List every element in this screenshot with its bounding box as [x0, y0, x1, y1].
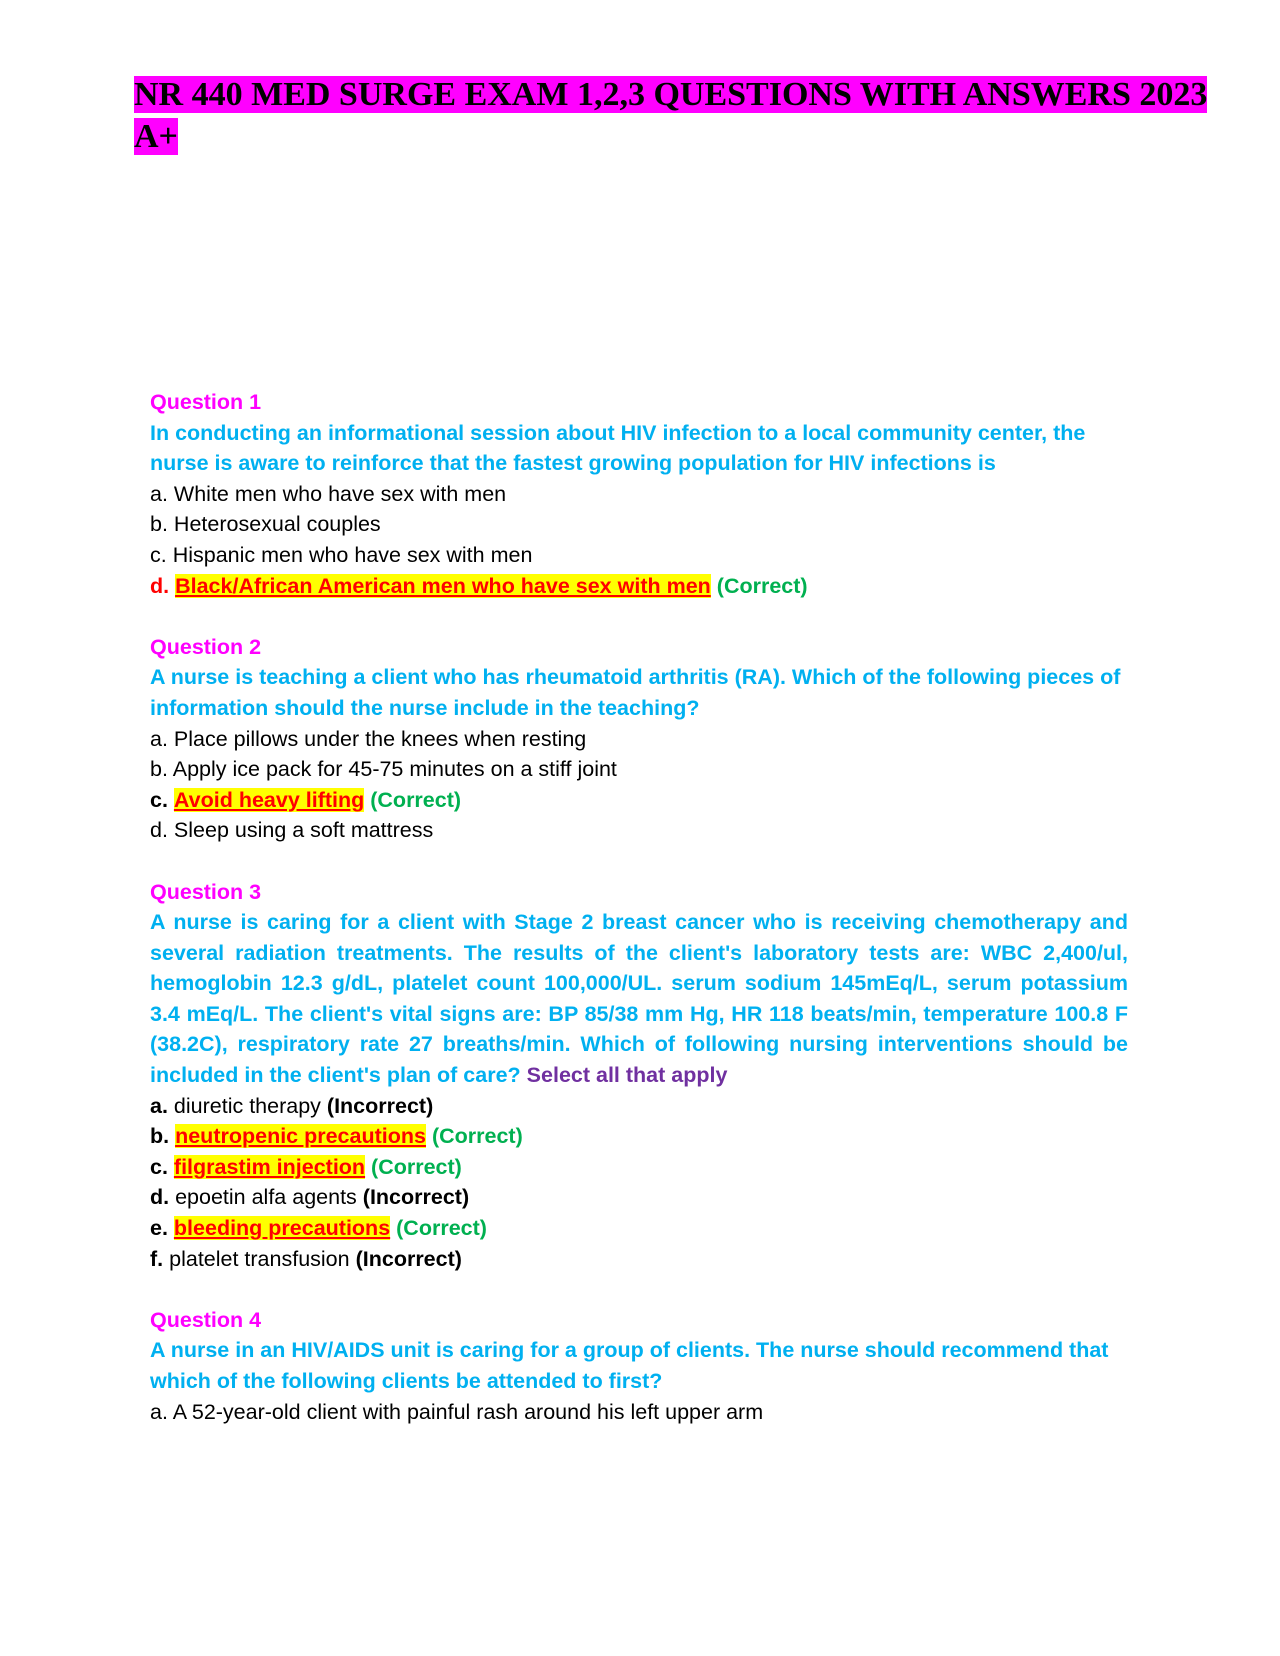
option-letter: f. — [150, 1246, 164, 1271]
answer-option-f — [150, 1244, 1128, 1275]
correct-answer-text: Avoid heavy lifting — [173, 787, 365, 812]
option-text: White men who have sex with men — [173, 481, 507, 506]
answer-option-b — [150, 754, 1128, 785]
option-letter: c. — [150, 1154, 168, 1179]
option-letter: e. — [150, 1216, 168, 1241]
question-label: Question 1 — [150, 390, 262, 414]
correct-marker: (Correct) — [371, 1154, 462, 1179]
answer-option-d — [150, 1182, 1128, 1213]
correct-answer-text: neutropenic precautions — [175, 1124, 426, 1149]
option-text: Heterosexual couples — [173, 512, 381, 537]
option-letter: a. — [150, 481, 168, 506]
option-text: Apply ice pack for 45-75 minutes on a stiff joint — [172, 757, 617, 782]
question-text: A nurse is teaching a client who has rheumatoid arthritis (RA). Which of the following pieces of information should the nurse include in the teaching? — [150, 665, 1121, 720]
option-letter: a. — [150, 726, 168, 751]
incorrect-marker: (Incorrect) — [355, 1246, 462, 1271]
option-letter: b. — [150, 1124, 170, 1149]
correct-marker: (Correct) — [370, 787, 462, 812]
question-label: Question 4 — [150, 1307, 262, 1332]
correct-marker: (Correct) — [396, 1216, 487, 1241]
document-title: NR 440 MED SURGE EXAM 1,2,3 QUESTIONS WITH ANSWERS 2023 A+ — [134, 76, 1208, 155]
option-text: epoetin alfa agents — [175, 1185, 357, 1210]
question-1 — [150, 387, 1128, 601]
option-letter: d. — [150, 573, 170, 598]
answer-option-a — [150, 479, 1128, 510]
answer-option-e — [150, 1213, 1128, 1244]
correct-answer-text: bleeding precautions — [173, 1216, 391, 1241]
answer-option-b — [150, 509, 1128, 540]
incorrect-marker: (Incorrect) — [362, 1185, 470, 1210]
option-text: A 52-year-old client with painful rash around his left upper arm — [172, 1399, 764, 1424]
question-2 — [150, 632, 1128, 846]
answer-option-b — [150, 1121, 1128, 1152]
option-letter: a. — [150, 1399, 168, 1424]
question-text: A nurse in an HIV/AIDS unit is caring for a group of clients. The nurse should recommend that which of the following clients be attended to first? — [150, 1338, 1109, 1393]
answer-option-a — [150, 1091, 1128, 1122]
option-letter: b. — [150, 757, 168, 782]
incorrect-marker: (Incorrect) — [326, 1093, 434, 1118]
option-text: Sleep using a soft mattress — [173, 818, 434, 843]
question-text: In conducting an informational session about HIV infection to a local community center, the nurse is aware to reinforce that the fastest growing population for HIV infections is — [150, 420, 1086, 476]
option-text: diuretic therapy — [173, 1093, 321, 1118]
correct-answer-text: Black/African American men who have sex with men — [175, 573, 711, 598]
answer-option-c — [150, 540, 1128, 571]
question-text — [150, 907, 1128, 1091]
option-letter: c. — [150, 542, 167, 567]
question-body: A nurse is caring for a client with Stage 2 breast cancer who is receiving chemotherapy and several radiation treatments. The results of the client's laboratory tests are: WBC 2,400/ul, hemoglobin 12.3 g/dL, platelet count 100,000/UL. serum sodium 145mEq/L, serum potassium 3.4 mEq/L. The client's vital signs are: BP 85/38 mm Hg, HR 118 beats/min, temperature 100.8 F (38.2C), respiratory rate 27 breaths/min. Which of following nursing interventions should be included in the client's plan of care? — [150, 910, 1128, 1088]
answer-option-a — [150, 1397, 1128, 1428]
correct-marker: (Correct) — [716, 573, 808, 598]
answer-option-d — [150, 571, 1128, 602]
option-text: platelet transfusion — [169, 1246, 350, 1271]
answer-option-c — [150, 1152, 1128, 1183]
option-text: Place pillows under the knees when resting — [173, 726, 587, 751]
correct-answer-text: filgrastim injection — [173, 1154, 366, 1179]
question-label: Question 2 — [150, 634, 262, 659]
option-text: Hispanic men who have sex with men — [172, 542, 533, 567]
question-list — [150, 387, 1128, 1458]
option-letter: c. — [150, 787, 168, 812]
answer-option-d — [150, 815, 1128, 846]
question-4 — [150, 1305, 1128, 1427]
select-all-note: Select all that apply — [526, 1063, 728, 1088]
question-label: Question 3 — [150, 879, 262, 904]
question-3 — [150, 877, 1128, 1275]
answer-option-c — [150, 785, 1128, 816]
answer-option-a — [150, 724, 1128, 755]
option-letter: b. — [150, 512, 168, 537]
option-letter: a. — [150, 1093, 168, 1118]
correct-marker: (Correct) — [431, 1124, 523, 1149]
option-letter: d. — [150, 818, 168, 843]
option-letter: d. — [150, 1185, 170, 1210]
